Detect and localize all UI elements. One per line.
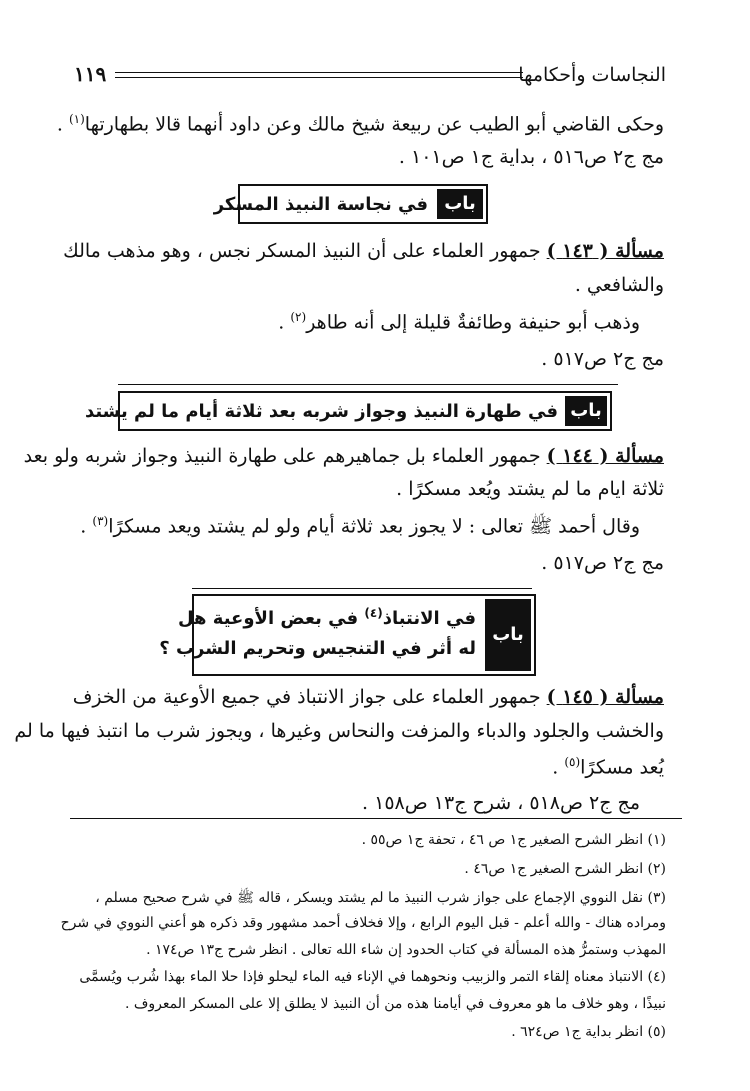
page-number: ١١٩	[74, 62, 107, 86]
masala-143-line-2: والشافعي .	[574, 274, 664, 296]
running-header-title: النجاسات وأحكامها	[518, 64, 666, 86]
footnote-separator	[70, 818, 682, 819]
masala-144-line-3: وقال أحمد ﷺ تعالى : لا يجوز بعد ثلاثة أيام ولو لم يشتد ويعد مسكرًا$^{(٣)}$ .	[80, 514, 640, 538]
footnote-2: (٢) انظر الشرح الصغير ج١ ص٤٦ .	[464, 861, 666, 877]
header-rule-2	[115, 77, 523, 78]
chapter-heading-title-line-2: له أثر في التنجيس وتحريم الشرب ؟	[159, 638, 476, 659]
footnote-3: (٣) نقل النووي الإجماع على جواز شرب النبيذ ما لم يشتد ويسكر ، قاله ﷺ في شرح صحيح مسلم ،	[95, 890, 666, 906]
footnote-3-cont-2: المهذب وستمرُّ هذه المسألة في كتاب الحدود إن شاء الله تعالى . انظر شرح ج١٣ ص١٧٤ .	[146, 942, 666, 958]
intro-line-2: مج ج٢ ص٥١٦ ، بداية ج١ ص١٠١ .	[398, 146, 664, 168]
masala-144-source: مج ج٢ ص٥١٧ .	[541, 552, 664, 574]
masala-label: مسألة ( ١٤٥ )	[546, 686, 664, 708]
chapter-heading-box	[213, 184, 488, 224]
section-rule	[192, 588, 532, 589]
masala-143-line-3: وذهب أبو حنيفة وطائفةٌ قليلة إلى أنه طاهر$^{(٢)}$ .	[278, 310, 640, 334]
footnote-1: (١) انظر الشرح الصغير ج١ ص ٤٦ ، تحفة ج١ ص٥٥ .	[361, 832, 666, 848]
masala-143-source: مج ج٢ ص٥١٧ .	[541, 348, 664, 370]
chapter-heading-title-line-1: في الانتباذ$^{(٤)}$ في بعض الأوعية هل	[177, 606, 476, 629]
masala-145-line-3: يُعد مسكرًا$^{(٥)}$ .	[552, 755, 664, 779]
chapter-heading-title: في نجاسة النبيذ المسكر	[213, 194, 428, 215]
bab-label: باب	[437, 189, 483, 219]
masala-label: مسألة ( ١٤٤ )	[546, 445, 664, 467]
masala-144-line-2: ثلاثة ايام ما لم يشتد ويُعد مسكرًا .	[396, 478, 664, 500]
masala-145-line-1: مسألة ( ١٤٥ ) جمهور العلماء على جواز الانتباذ في جميع الأوعية من الخزف	[72, 686, 664, 708]
footnote-4-cont: نبيذًا ، وهو خلاف ما هو معروف في أيامنا هذه من أن النبيذ لا يطلق إلا على المسكر المعروف .	[124, 996, 666, 1012]
section-rule	[118, 384, 618, 385]
intro-line-1: وحكى القاضي أبو الطيب عن ربيعة شيخ مالك وعن داود أنهما قالا بطهارتها$^{(١)}$ .	[56, 112, 664, 136]
footnote-3-cont: ومراده هناك - والله أعلم - قبل اليوم الرابع ، وإلا فخلاف أحمد مشهور وقد ذكره هو أعني النووي في شرح	[60, 915, 666, 931]
bab-label: باب	[565, 396, 607, 426]
masala-144-line-1: مسألة ( ١٤٤ ) جمهور العلماء بل جماهيرهم على طهارة النبيذ وجواز شربه ولو بعد	[23, 445, 664, 467]
chapter-heading-title: في طهارة النبيذ وجواز شربه بعد ثلاثة أيام ما لم يشتد	[84, 401, 558, 422]
masala-label: مسألة ( ١٤٣ )	[546, 240, 664, 262]
footnote-5: (٥) انظر بداية ج١ ص٦٢٤ .	[511, 1024, 666, 1040]
footnote-4: (٤) الانتباذ معناه إلقاء التمر والزبيب ونحوهما في الإناء فيه الماء ليحلو فإذا حلا الماء بهذا شُرب ويُسمَّى	[79, 969, 666, 985]
chapter-heading-box	[159, 594, 536, 676]
chapter-heading-box	[84, 391, 612, 431]
masala-145-line-2: والخشب والجلود والدباء والمزفت والنحاس وغيرها ، ويجوز شرب ما انتبذ فيها ما لم	[14, 720, 664, 742]
header-rule	[115, 72, 523, 73]
masala-145-source: مج ج٢ ص٥١٨ ، شرح ج١٣ ص١٥٨ .	[362, 792, 640, 814]
masala-143-line-1: مسألة ( ١٤٣ ) جمهور العلماء على أن النبيذ المسكر نجس ، وهو مذهب مالك	[63, 240, 664, 262]
bab-label: باب	[485, 599, 531, 671]
